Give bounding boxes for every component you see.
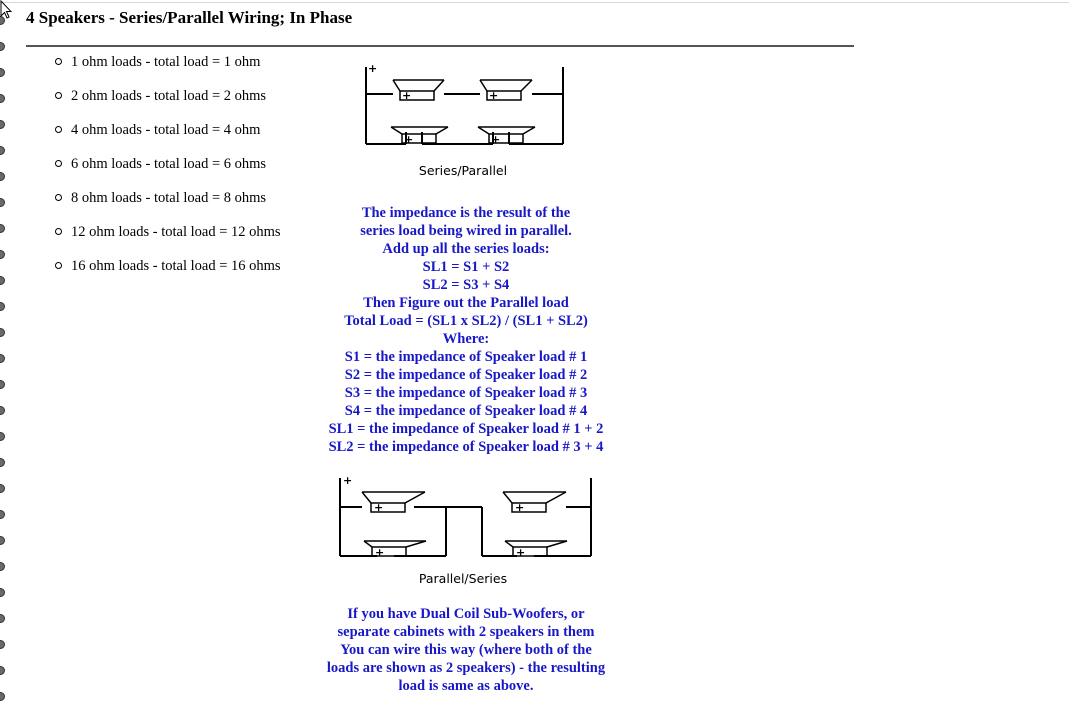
gutter-bullet-icon <box>0 406 5 415</box>
gutter-bullet-icon <box>0 432 5 441</box>
gutter-bullet-icon <box>0 328 5 337</box>
gutter-bullet-icon <box>0 146 5 155</box>
gutter-bullet-icon <box>0 536 5 545</box>
diagram-caption: Parallel/Series <box>418 571 508 586</box>
explanation-line: Where: <box>442 331 490 347</box>
polarity-label: + <box>368 62 378 75</box>
load-list <box>55 53 281 291</box>
gutter-bullet-icon <box>0 640 5 649</box>
list-item: 2 ohm loads - total load = 2 ohms <box>55 87 281 121</box>
explanation-line: SL2 = S3 + S4 <box>422 277 510 293</box>
explanation-line: SL1 = S1 + S2 <box>422 259 510 275</box>
svg-text:+: + <box>515 501 525 514</box>
list-item: 16 ohm loads - total load = 16 ohms <box>55 257 281 291</box>
note-line: load is same as above. <box>398 678 534 694</box>
explanation-line: Then Figure out the Parallel load <box>363 295 569 311</box>
gutter-bullet-icon <box>0 94 5 103</box>
gutter-bullet-icon <box>0 354 5 363</box>
gutter-bullet-icon <box>0 172 5 181</box>
explanation-line: Total Load = (SL1 x SL2) / (SL1 + SL2) <box>344 313 588 329</box>
svg-text:+: + <box>489 89 499 102</box>
explanation-line: S4 = the impedance of Speaker load # 4 <box>344 403 588 419</box>
explanation-line: S3 = the impedance of Speaker load # 3 <box>344 385 588 401</box>
note-line: If you have Dual Coil Sub-Woofers, or <box>347 606 585 622</box>
explanation-line: S2 = the impedance of Speaker load # 2 <box>344 367 588 383</box>
gutter-bullet-icon <box>0 614 5 623</box>
gutter-bullet-icon <box>0 692 5 701</box>
gutter-bullet-icon <box>0 224 5 233</box>
horizontal-rule <box>26 45 854 47</box>
parallel-series-diagram <box>334 474 598 570</box>
list-item: 8 ohm loads - total load = 8 ohms <box>55 189 281 223</box>
gutter-bullet-icon <box>0 198 5 207</box>
gutter-bullet-icon <box>0 120 5 129</box>
explanation-line: Add up all the series loads: <box>382 241 550 257</box>
explanation-line: SL2 = the impedance of Speaker load # 3 + 4 <box>328 439 604 455</box>
gutter-bullet-icon <box>0 458 5 467</box>
gutter-bullet-icon <box>0 276 5 285</box>
explanation-line: The impedance is the result of the <box>361 205 571 221</box>
gutter-bullet-icon <box>0 68 5 77</box>
top-border <box>0 2 1069 3</box>
gutter-bullet-icon <box>0 666 5 675</box>
gutter-bullet-icon <box>0 250 5 259</box>
gutter-bullet-icon <box>0 510 5 519</box>
svg-text:+: + <box>491 133 501 146</box>
svg-text:+: + <box>374 501 384 514</box>
svg-text:+: + <box>516 546 526 559</box>
impedance-explanation <box>266 204 666 456</box>
gutter-bullet-icon <box>0 42 5 51</box>
explanation-line: series load being wired in parallel. <box>360 223 572 239</box>
list-item: 6 ohm loads - total load = 6 ohms <box>55 155 281 189</box>
list-item: 4 ohm loads - total load = 4 ohm <box>55 121 281 155</box>
explanation-line: SL1 = the impedance of Speaker load # 1 + 2 <box>328 421 604 437</box>
polarity-label: + <box>343 474 353 487</box>
gutter-bullet-icon <box>0 380 5 389</box>
note-line: You can wire this way (where both of the <box>340 642 592 658</box>
gutter-bullet-icon <box>0 562 5 571</box>
diagram-caption: Series/Parallel <box>418 163 508 178</box>
note-line: separate cabinets with 2 speakers in them <box>337 624 595 640</box>
list-item: 1 ohm loads - total load = 1 ohm <box>55 53 281 87</box>
list-item: 12 ohm loads - total load = 12 ohms <box>55 223 281 257</box>
series-parallel-diagram <box>358 62 570 162</box>
gutter-bullet-icon <box>0 588 5 597</box>
page-title: 4 Speakers - Series/Parallel Wiring; In Phase <box>26 8 353 27</box>
dual-coil-note <box>266 605 666 695</box>
gutter-bullet-icon <box>0 302 5 311</box>
svg-text:+: + <box>375 546 385 559</box>
svg-text:+: + <box>402 89 412 102</box>
left-gutter <box>0 0 8 719</box>
note-line: loads are shown as 2 speakers) - the resulting <box>326 660 606 676</box>
mouse-cursor-icon <box>0 0 12 20</box>
explanation-line: S1 = the impedance of Speaker load # 1 <box>344 349 588 365</box>
svg-text:+: + <box>404 133 414 146</box>
gutter-bullet-icon <box>0 484 5 493</box>
